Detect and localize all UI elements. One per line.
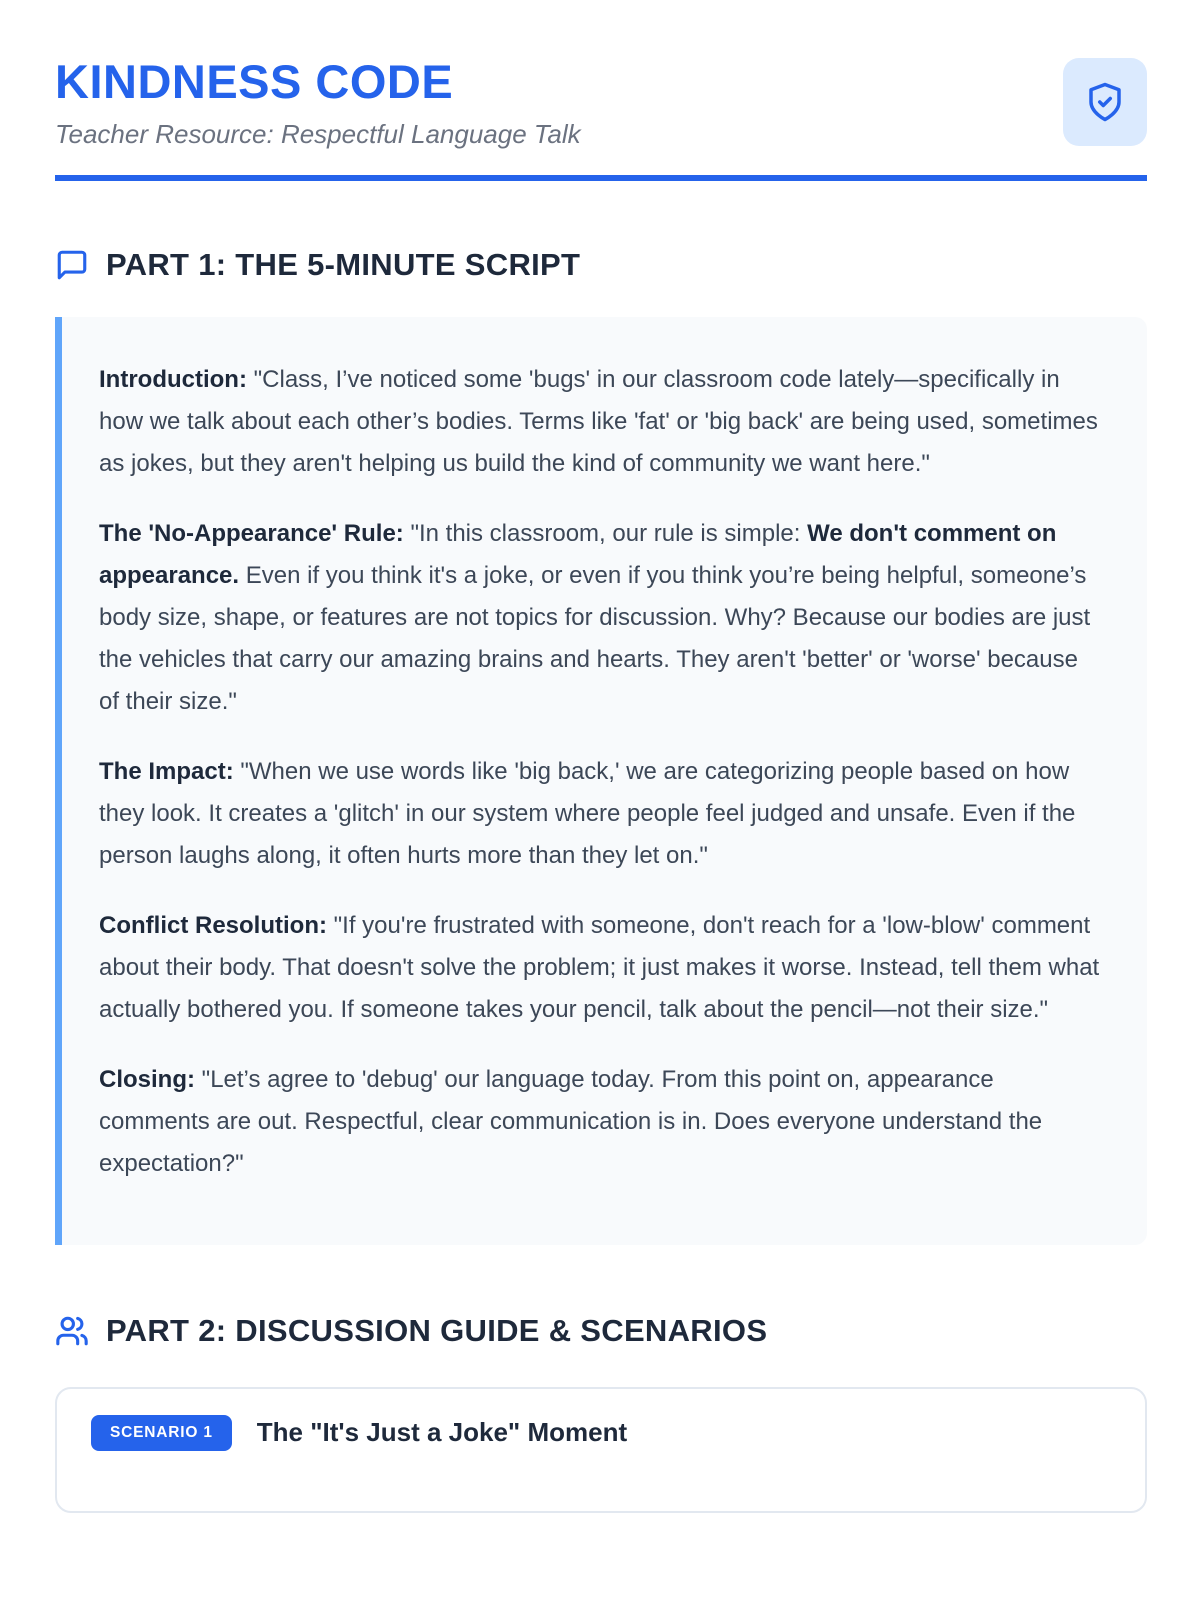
part-1-section-heading xyxy=(55,247,1147,283)
script-paragraph-introduction: Introduction: "Class, I’ve noticed some 'bugs' in our classroom code lately—specifically in how we talk about each other’s bodies. Terms like 'fat' or 'big back' are being used, sometimes as jokes, but they aren't helping us build the kind of community we want here." xyxy=(99,365,1098,477)
part-2-section-heading xyxy=(55,1313,1147,1349)
script-paragraph-conflict-resolution: Conflict Resolution: "If you're frustrated with someone, don't reach for a 'low-blow' comment about their body. That doesn't solve the problem; it just makes it worse. Instead, tell them what actually bothered you. If someone takes your pencil, talk about the pencil—not their size." xyxy=(99,911,1100,1023)
part-1-heading: PART 1: THE 5-MINUTE SCRIPT xyxy=(106,246,581,282)
scenario-header-row xyxy=(91,1415,1115,1451)
part-2-heading: PART 2: DISCUSSION GUIDE & SCENARIOS xyxy=(106,1312,768,1348)
message-square-icon xyxy=(55,248,89,282)
script-panel xyxy=(55,317,1147,1245)
shield-badge xyxy=(1063,58,1147,146)
script-paragraph-closing: Closing: "Let’s agree to 'debug' our language today. From this point on, appearance comments are out. Respectful, clear communication is in. Does everyone understand the expectation?" xyxy=(99,1065,1043,1177)
scenario-title: The "It's Just a Joke" Moment xyxy=(256,1417,628,1447)
shield-check-icon xyxy=(1084,81,1126,123)
page-title: KINDNESS CODE xyxy=(55,55,454,108)
users-icon xyxy=(55,1314,89,1348)
script-paragraph-impact: The Impact: "When we use words like 'big back,' we are categorizing people based on how they look. It creates a 'glitch' in our system where people feel judged and unsafe. Even if the person laughs along, it often hurts more than they let on." xyxy=(99,757,1076,869)
page-subtitle: Teacher Resource: Respectful Language Talk xyxy=(55,119,581,149)
document-header xyxy=(55,55,1147,151)
scenario-badge: SCENARIO 1 xyxy=(91,1415,232,1451)
header-divider xyxy=(55,175,1147,181)
scenario-card xyxy=(55,1387,1147,1513)
script-paragraph-no-appearance-rule: The 'No-Appearance' Rule: "In this classroom, our rule is simple: We don't comment on appearance. Even if you think it's a joke, or even if you think you’re being helpful, someone’s body size, shape, or features are not topics for discussion. Why? Because our bodies are just the vehicles that carry our amazing brains and hearts. They aren't 'better' or 'worse' because of their size." xyxy=(99,519,1091,715)
